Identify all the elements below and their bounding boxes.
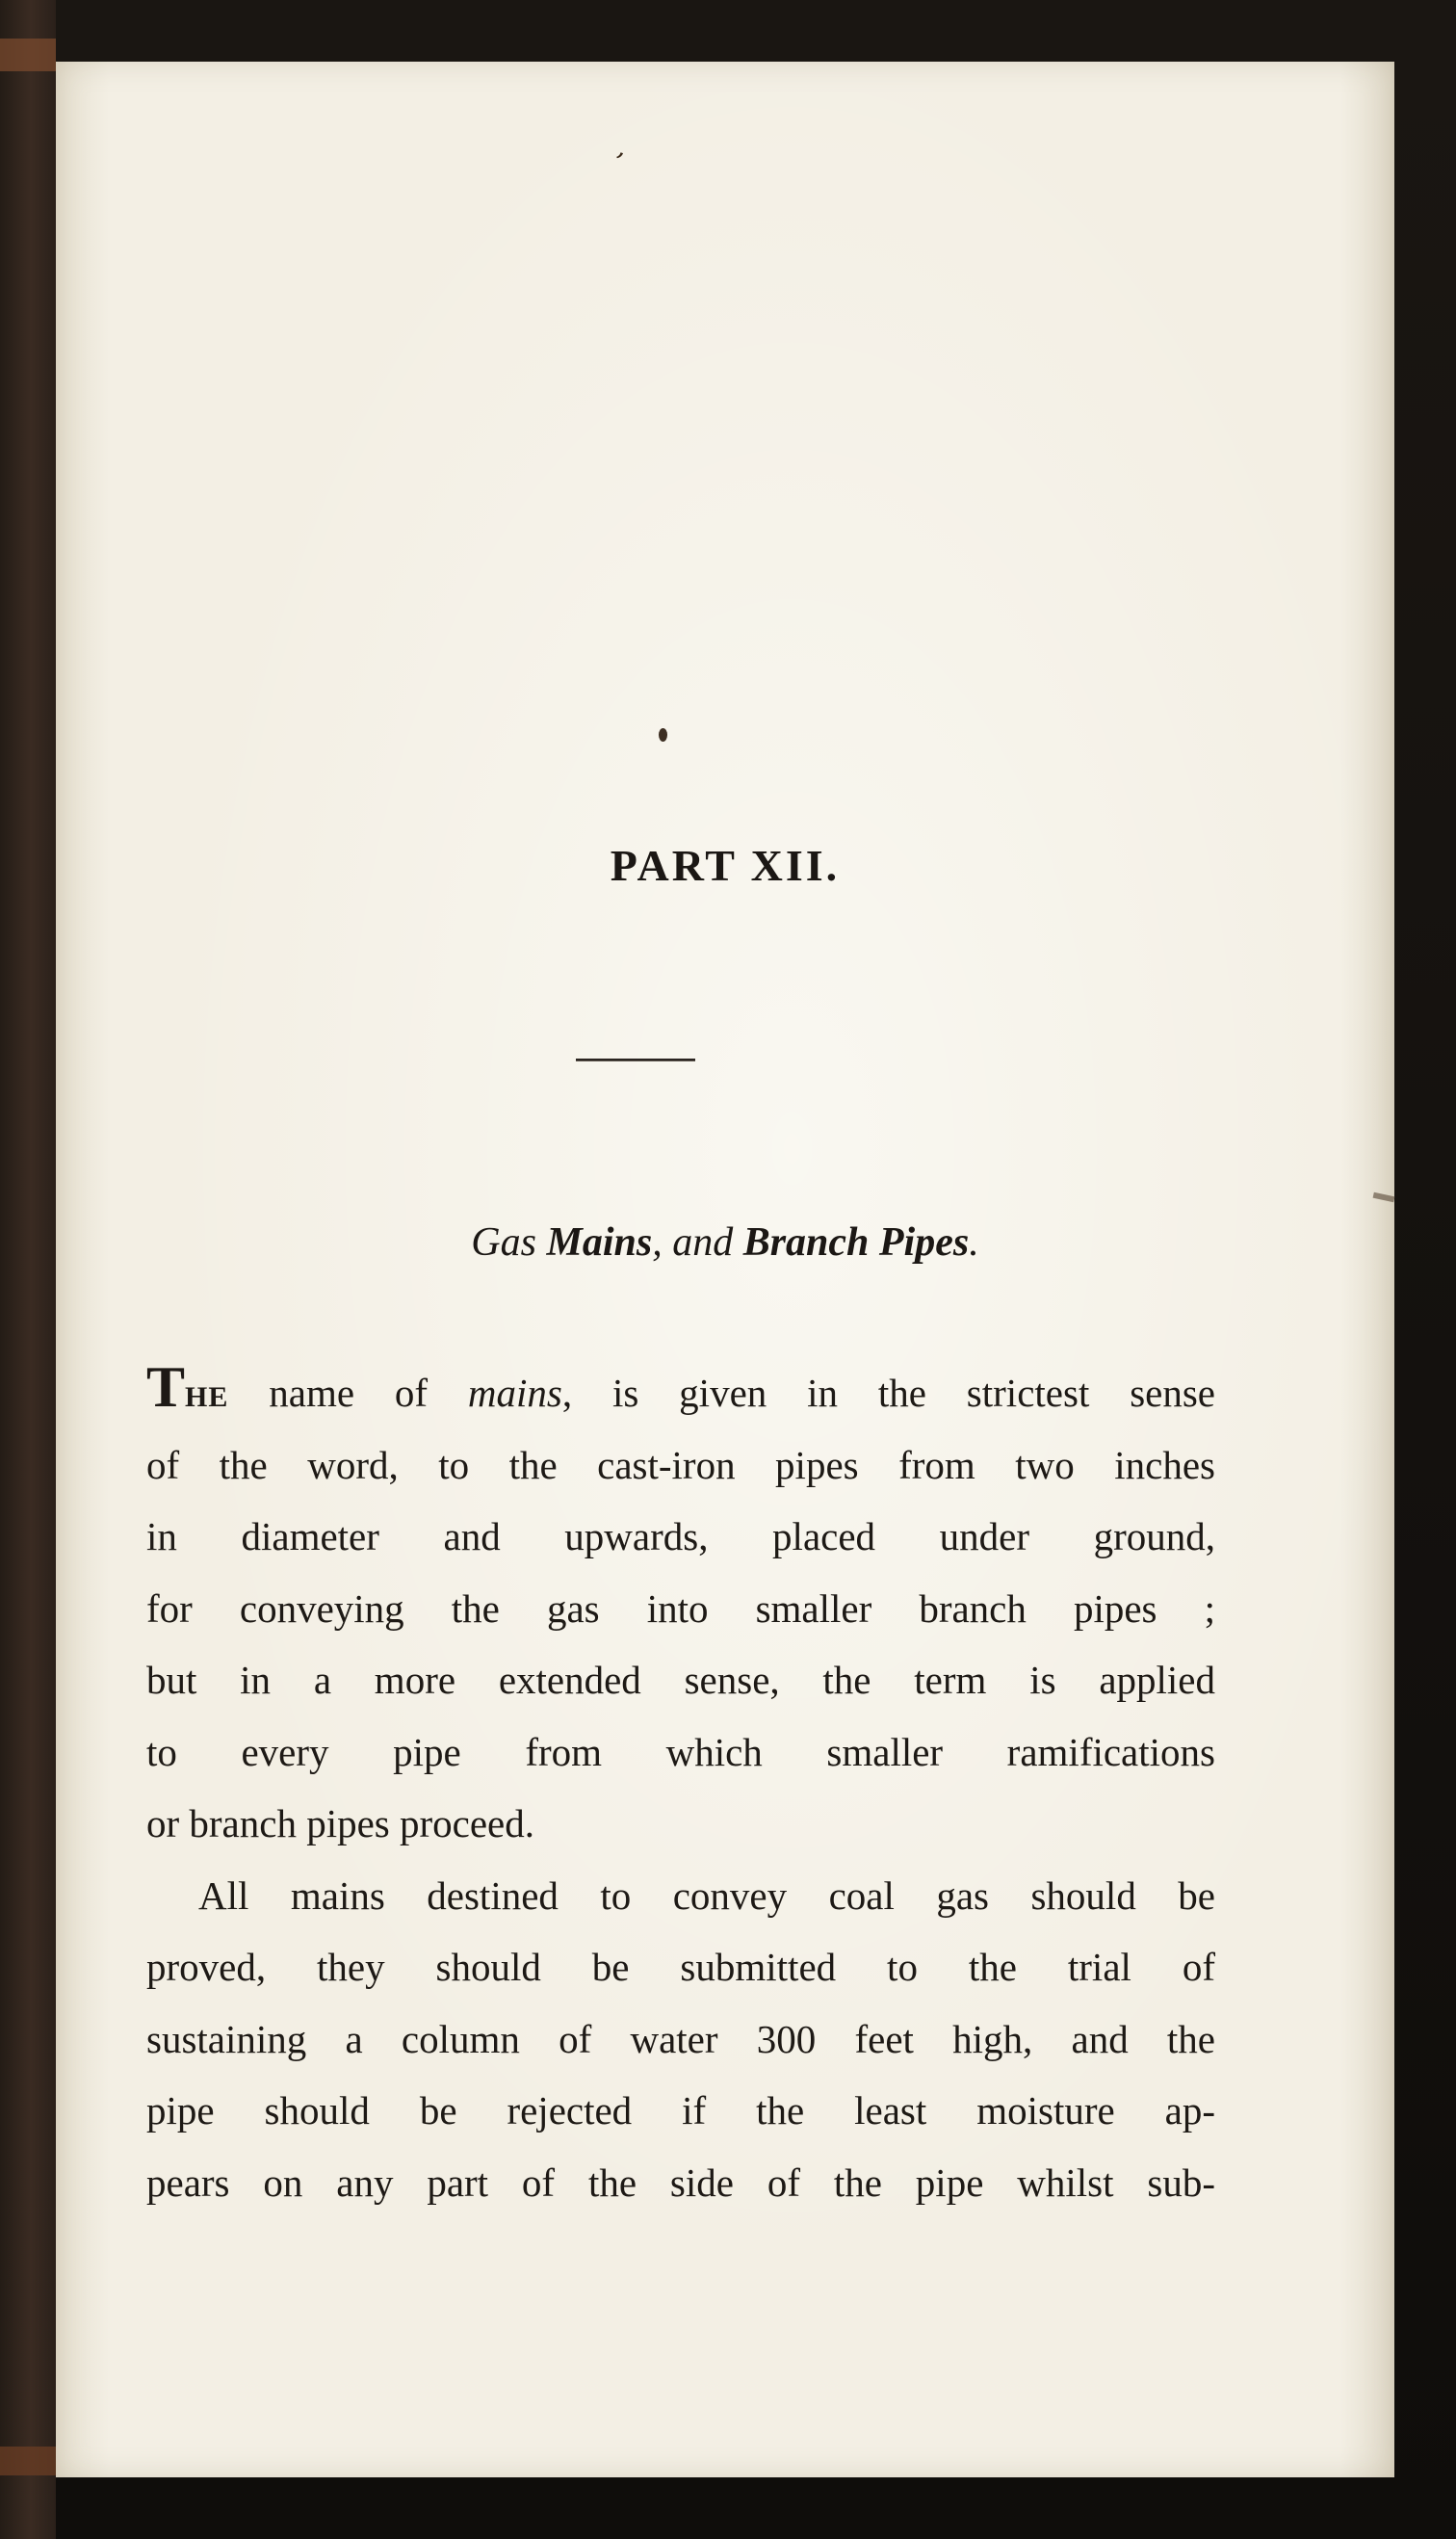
- printer-mark: ‚: [613, 130, 634, 164]
- text-line: sustaining a column of water 300 feet high, and the: [146, 2016, 1215, 2061]
- book-page: [56, 62, 1394, 2477]
- text-line: of the word, to the cast-iron pipes from two inches: [146, 1442, 1215, 1487]
- text-line: [146, 1357, 1215, 1429]
- title-segment: .: [969, 1220, 979, 1265]
- text-line: All mains destined to convey coal gas should be: [198, 1872, 1215, 1918]
- book-spine-edge: [0, 0, 56, 2539]
- text-line: in diameter and upwards, placed under ground,: [146, 1514, 1215, 1558]
- text-line: to every pipe from which smaller ramifications: [146, 1729, 1215, 1774]
- title-segment: Gas: [471, 1220, 547, 1265]
- title-segment: , and: [652, 1220, 743, 1265]
- title-segment-mains: Mains: [546, 1220, 653, 1265]
- title-segment-branch-pipes: Branch Pipes: [742, 1220, 970, 1265]
- text-line: pears on any part of the side of the pipe whilst sub-: [146, 2159, 1215, 2205]
- divider-rule: [576, 1059, 695, 1061]
- text-line: but in a more extended sense, the term is applied: [146, 1658, 1215, 1702]
- edge-tab: [0, 2447, 56, 2475]
- small-caps: HE: [185, 1381, 229, 1413]
- text-run: , is given in the strictest sense: [561, 1371, 1215, 1415]
- emphasis-mains: mains: [467, 1371, 562, 1415]
- part-heading: PART XII.: [610, 841, 841, 890]
- body-text: [146, 1357, 1215, 2218]
- text-line: pipe should be rejected if the least moisture ap-: [146, 2088, 1215, 2133]
- text-line: or branch pipes proceed.: [146, 1801, 534, 1845]
- section-title: [56, 1219, 1394, 1266]
- text-run: name of: [228, 1371, 468, 1415]
- edge-tab: [0, 39, 56, 71]
- text-line: proved, they should be submitted to the trial of: [146, 1945, 1215, 1989]
- margin-mark: [1373, 1192, 1395, 1202]
- drop-cap: T: [146, 1355, 186, 1419]
- ink-speck: [659, 728, 667, 742]
- text-line: for conveying the gas into smaller branch pipes ;: [146, 1585, 1215, 1631]
